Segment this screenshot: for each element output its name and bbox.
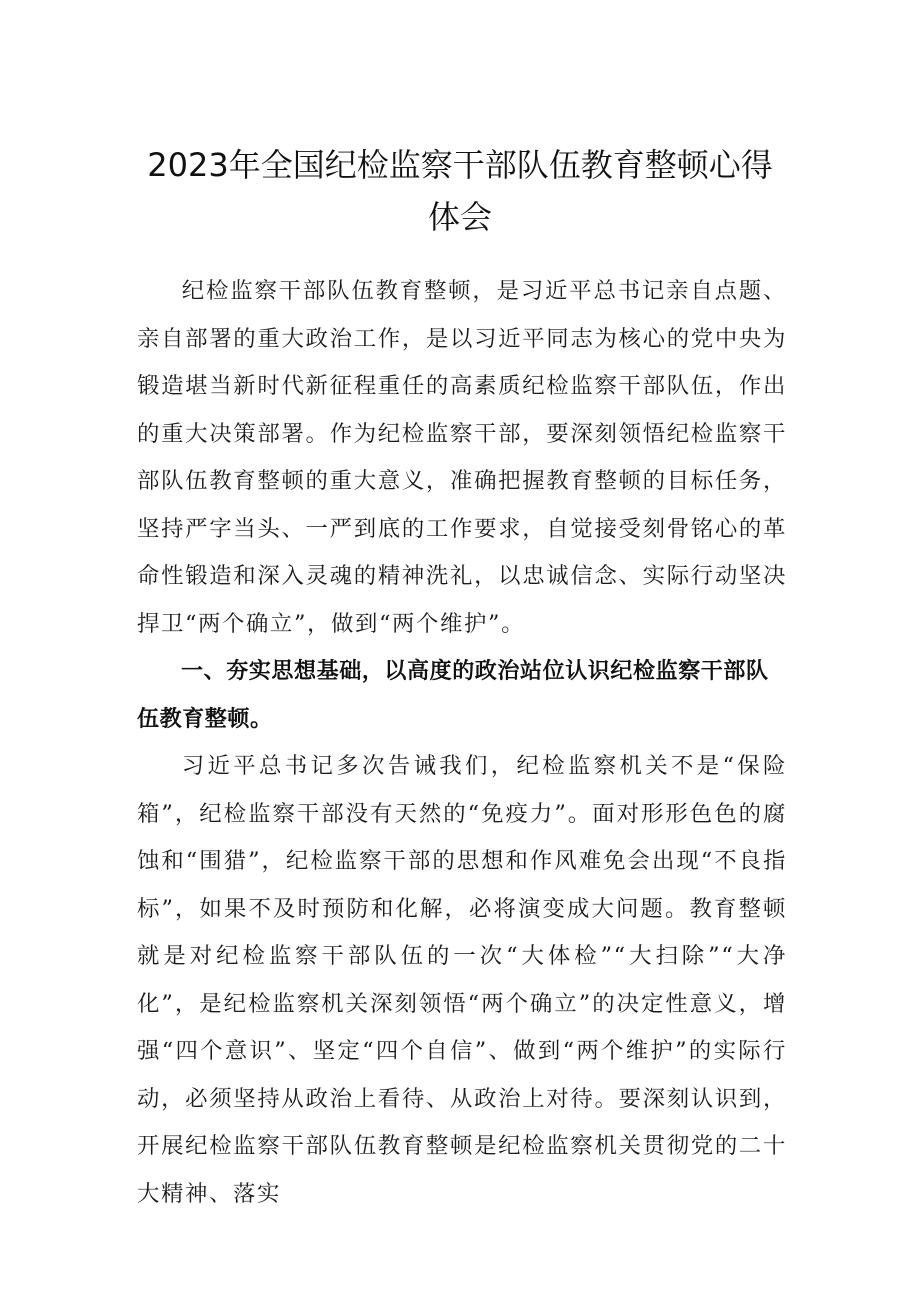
paragraph-intro: 纪检监察干部队伍教育整顿，是习近平总书记亲自点题、亲自部署的重大政治工作，是以习近平同志为核心的党中央为锻造堪当新时代新征程重任的高素质纪检监察干部队伍，作出的重大决策部署。作为纪检监察干部，要深刻领悟纪检监察干部队伍教育整顿的重大意义，准确把握教育整顿的目标任务，坚持严字当头、一严到底的工作要求，自觉接受刻骨铭心的革命性锻造和深入灵魂的精神洗礼，以忠诚信念、实际行动坚决捍卫“两个确立”，做到“两个维护”。 bbox=[137, 278, 787, 637]
section-heading-1: 一、夯实思想基础，以高度的政治站位认识纪检监察干部队伍教育整顿。 bbox=[137, 659, 769, 732]
paragraph-section-1: 习近平总书记多次告诫我们，纪检监察机关不是“保险箱”，纪检监察干部没有天然的“免疫力”。面对形形色色的腐蚀和“围猎”，纪检监察干部的思想和作风难免会出现“不良指标”，如果不及时预防和化解，必将演变成大问题。教育整顿就是对纪检监察干部队伍的一次“大体检”“大扫除”“大净化”，是纪检监察机关深刻领悟“两个确立”的决定性意义，增强“四个意识”、坚定“四个自信”、做到“两个维护”的实际行动，必须坚持从政治上看待、从政治上对待。要深刻认识到，开展纪检监察干部队伍教育整顿是纪检监察机关贯彻党的二十大精神、落实 bbox=[137, 753, 787, 1207]
document-title-line-1: 2023年全国纪检监察干部队伍教育整顿心得 bbox=[147, 146, 773, 184]
document-title-line-2: 体会 bbox=[427, 198, 492, 236]
document-body bbox=[137, 268, 787, 1218]
